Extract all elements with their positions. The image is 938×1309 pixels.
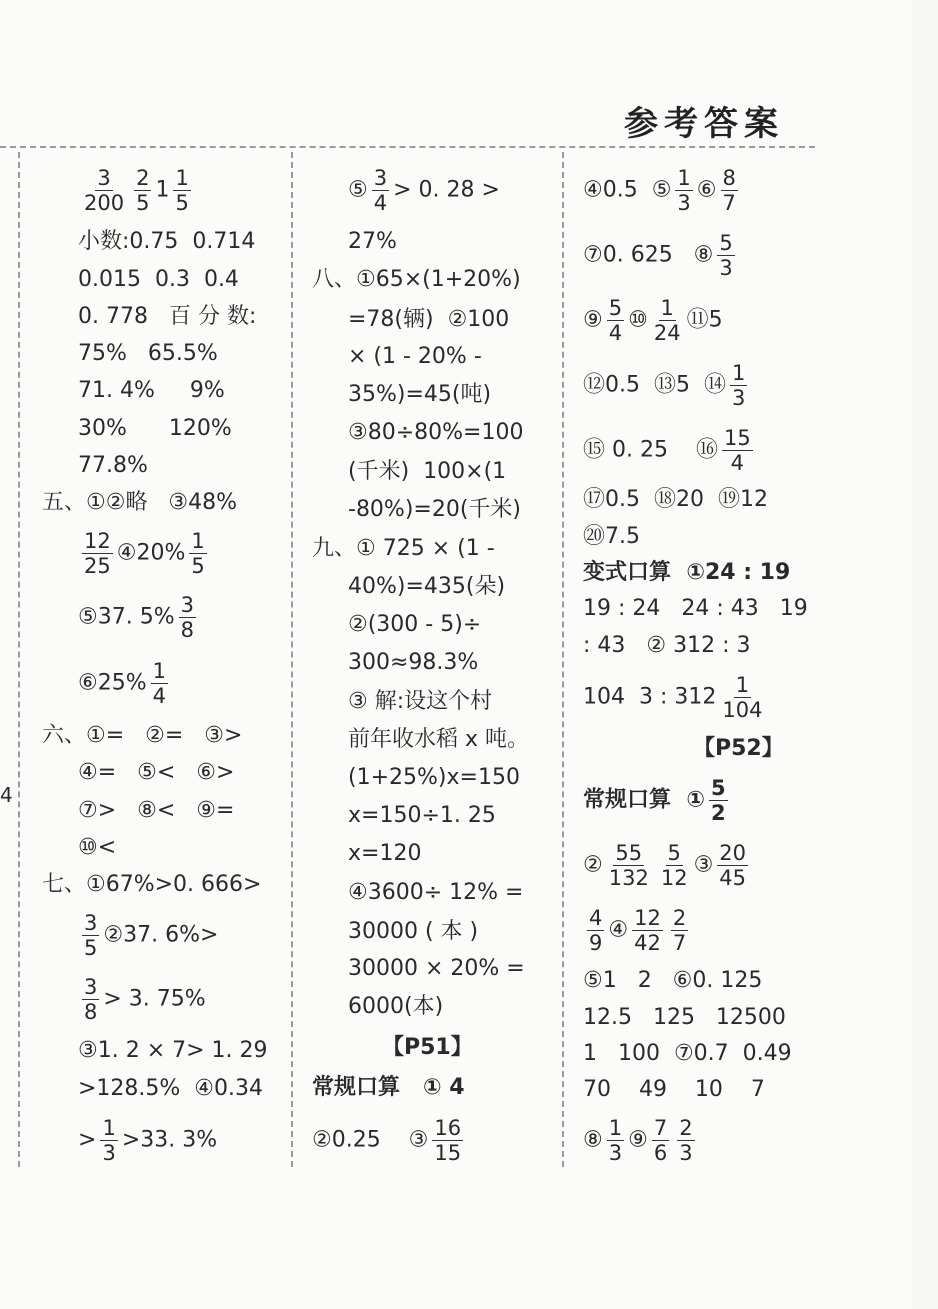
fraction [82, 911, 99, 960]
fraction-numerator: 16 [434, 1116, 462, 1140]
answer-text: 0.015 0.3 0.4 [78, 267, 239, 292]
fraction-numerator: 12 [84, 529, 111, 553]
fraction [730, 361, 747, 410]
fraction-denominator: 4 [373, 191, 388, 215]
fraction-denominator: 7 [722, 191, 736, 215]
answer-line [348, 307, 509, 333]
fraction-denominator: 4 [608, 321, 623, 345]
fraction-numerator: 3 [373, 166, 388, 190]
answer-line [78, 911, 218, 960]
answer-line [348, 841, 421, 867]
fraction [607, 296, 624, 345]
fraction-denominator: 8 [84, 1000, 98, 1024]
answer-text: ⑤1 2 ⑥0. 125 [583, 968, 763, 993]
answer-text: ⑨ [628, 1127, 648, 1153]
answer-text: 35%)=45(吨) [348, 382, 492, 407]
fraction [432, 1116, 463, 1165]
fraction-numerator: 8 [722, 166, 736, 190]
answer-text: ③1. 2 × 7> 1. 29 [78, 1038, 268, 1063]
fraction [652, 1116, 669, 1165]
fraction-numerator: 1 [175, 166, 189, 190]
answer-line [583, 426, 757, 475]
fraction-denominator: 5 [191, 554, 205, 578]
fraction [372, 166, 389, 215]
answer-text: > [78, 1127, 97, 1153]
fraction-denominator: 4 [730, 451, 744, 475]
answer-text: >128.5% ④0.34 [78, 1076, 264, 1101]
answer-line [583, 487, 768, 513]
answer-line [312, 1075, 465, 1101]
answer-line [78, 1116, 217, 1165]
fraction [717, 841, 748, 890]
answer-text: ⑰0.5 ⑱20 ⑲12 [583, 487, 768, 512]
answer-text: 1 [155, 177, 170, 203]
answer-line [42, 872, 261, 898]
fraction-numerator: 1 [608, 1116, 623, 1140]
answer-text: 30000 × 20% = [348, 956, 525, 981]
fraction-numerator: 1 [735, 673, 750, 697]
fraction-denominator: 200 [84, 191, 125, 215]
fraction-numerator: 1 [102, 1116, 116, 1140]
fraction [717, 231, 734, 280]
answer-line [583, 296, 723, 345]
answer-line [348, 459, 506, 485]
answer-text: 常规口算 ① 4 [312, 1075, 465, 1100]
fraction-numerator: 1 [731, 361, 746, 385]
answer-text: ⑦> ⑧< ⑨= [78, 798, 235, 823]
fraction [722, 426, 753, 475]
answer-line [348, 727, 529, 753]
answer-text: ④= ⑤< ⑥> [78, 760, 235, 785]
fraction [607, 841, 651, 890]
answer-line [78, 835, 116, 861]
answer-line [78, 760, 234, 786]
fraction-numerator: 1 [191, 529, 205, 553]
answer-line [42, 490, 237, 516]
answer-line [42, 723, 242, 749]
answer-text: 300≈98.3% [348, 650, 479, 675]
fraction-numerator: 5 [719, 231, 733, 255]
fraction-denominator: 5 [84, 936, 98, 960]
answer-line [348, 765, 520, 791]
answer-text: 27% [348, 229, 397, 254]
fraction-denominator: 25 [84, 554, 111, 578]
answer-text: 12.5 125 12500 [583, 1005, 786, 1030]
answer-line [312, 536, 495, 562]
fraction-denominator: 4 [152, 684, 166, 708]
answer-line [583, 524, 640, 550]
fraction [632, 906, 663, 955]
answer-line [348, 612, 481, 638]
fraction [179, 593, 196, 642]
answer-line [348, 994, 443, 1020]
fraction-denominator: 3 [719, 256, 733, 280]
answer-text: ⑥25% [78, 670, 147, 696]
answer-text: ⑩< [78, 835, 117, 860]
answer-line [583, 560, 790, 586]
answer-text: ⑧ [583, 1127, 603, 1153]
answer-line [583, 906, 692, 955]
answer-line [348, 689, 492, 715]
fraction [82, 529, 113, 578]
answer-text: 30000 ( 本 ) [348, 919, 479, 944]
answer-text: ⑤37. 5% [78, 604, 175, 630]
answer-line [348, 574, 505, 600]
fraction [189, 529, 206, 578]
fraction-numerator: 2 [679, 1116, 693, 1140]
fraction-denominator: 3 [102, 1141, 116, 1165]
answer-line [78, 975, 206, 1024]
fraction-denominator: 9 [589, 931, 603, 955]
fraction-numerator: 4 [589, 906, 603, 930]
answer-line [583, 1005, 786, 1031]
answer-line [348, 803, 496, 829]
answer-line [78, 453, 148, 479]
answer-line [348, 880, 523, 906]
fraction-denominator: 12 [660, 866, 688, 890]
fraction [659, 841, 690, 890]
fraction [173, 166, 190, 215]
answer-text: ⑥ [696, 177, 717, 203]
answer-line [348, 420, 523, 446]
fraction-denominator: 24 [653, 321, 681, 345]
fraction-numerator: 5 [710, 776, 726, 800]
fraction-denominator: 104 [722, 698, 763, 722]
answer-text: ⑮ 0. 25 ⑯ [583, 437, 718, 463]
answer-line [348, 956, 525, 982]
answer-text: x=150÷1. 25 [348, 803, 496, 828]
fraction-denominator: 3 [731, 386, 746, 410]
answer-text: ④20% [116, 540, 186, 566]
fraction [677, 1116, 694, 1165]
answer-line [78, 304, 256, 330]
answer-line [348, 919, 478, 945]
page-edge-mark: 4 [0, 783, 13, 807]
answer-text: ⑦0. 625 ⑧ [583, 242, 714, 268]
fraction-denominator: 45 [719, 866, 747, 890]
answer-line [78, 267, 239, 293]
answer-text: 六、①= ②= ③> [42, 723, 243, 748]
answer-text: × (1 - 20% - [348, 344, 482, 369]
fraction-denominator: 42 [634, 931, 661, 955]
answer-line [78, 659, 172, 708]
header-divider [0, 146, 815, 148]
column-divider-left [18, 152, 20, 1167]
fraction-numerator: 2 [136, 166, 150, 190]
answer-line [78, 1038, 268, 1064]
answer-text: -80%)=20(千米) [348, 497, 522, 522]
fraction-numerator: 2 [672, 906, 687, 930]
answer-line [78, 593, 200, 642]
answer-text: (千米) 100×(1 [348, 459, 507, 484]
answer-line [348, 166, 500, 215]
fraction-numerator: 12 [634, 906, 661, 930]
fraction [82, 166, 126, 215]
answer-line [78, 229, 255, 255]
page-title: 参考答案 [624, 104, 784, 144]
fraction-numerator: 3 [97, 166, 111, 190]
answer-line [78, 341, 218, 367]
fraction-numerator: 3 [84, 975, 98, 999]
answer-line [78, 416, 232, 442]
fraction-denominator: 8 [180, 618, 194, 642]
fraction-numerator: 1 [677, 166, 691, 190]
answer-text: ④0.5 ⑤ [583, 177, 672, 203]
answer-line [583, 361, 751, 410]
answer-text: 小数:0.75 0.714 [78, 229, 256, 254]
answer-text: 6000(本) [348, 994, 444, 1019]
answer-text: ⑤ [348, 177, 368, 203]
fraction [675, 166, 692, 215]
answer-line [583, 673, 768, 722]
fraction-denominator: 3 [679, 1141, 693, 1165]
answer-line [583, 633, 750, 659]
answer-text: ③80÷80%=100 [348, 420, 524, 445]
fraction [652, 296, 683, 345]
answer-text: 五、①②略 ③48% [42, 490, 238, 515]
answer-line [583, 166, 742, 215]
fraction-numerator: 3 [180, 593, 194, 617]
answer-line [348, 229, 397, 255]
answer-line [583, 231, 739, 280]
answer-text: ② [583, 852, 603, 878]
fraction-denominator: 7 [672, 931, 687, 955]
fraction-numerator: 5 [667, 841, 681, 865]
fraction [721, 166, 738, 215]
answer-text: ③ 解:设这个村 [348, 689, 493, 714]
answer-text: (1+25%)x=150 [348, 765, 520, 790]
fraction [587, 906, 604, 955]
answer-text: ⑨ [583, 307, 603, 333]
answer-text: 0. 778 百 分 数: [78, 304, 257, 329]
fraction-denominator: 6 [653, 1141, 668, 1165]
fraction [151, 659, 168, 708]
answer-line [348, 497, 521, 523]
answer-text: 八、①65×(1+20%) [312, 267, 521, 292]
fraction-numerator: 1 [660, 296, 674, 320]
answer-text: 40%)=435(朵) [348, 574, 506, 599]
fraction-numerator: 15 [723, 426, 751, 450]
answer-text: 七、①67%>0. 666> [42, 872, 262, 897]
answer-text: x=120 [348, 841, 422, 866]
answer-line [693, 736, 784, 762]
answer-text: =78(辆) ②100 [348, 307, 510, 332]
answer-text: 【P52】 [693, 736, 784, 761]
fraction [100, 1116, 117, 1165]
answer-text: 19 : 24 24 : 43 19 [583, 596, 808, 621]
answer-text: >33. 3% [121, 1127, 218, 1153]
answer-text: 九、① 725 × (1 - [312, 536, 495, 561]
fraction-numerator: 7 [653, 1116, 668, 1140]
fraction-denominator: 5 [136, 191, 150, 215]
answer-text: ②37. 6%> [103, 922, 219, 948]
answer-text: 变式口算 ①24 : 19 [583, 560, 791, 585]
fraction [720, 673, 764, 722]
answer-text: 常规口算 ① [583, 787, 705, 813]
answer-line [348, 650, 478, 676]
answer-line [78, 166, 195, 215]
answer-line [312, 267, 521, 293]
answer-text: 71. 4% 9% [78, 378, 225, 403]
answer-line [78, 378, 225, 404]
fraction-numerator: 55 [615, 841, 643, 865]
fraction-denominator: 3 [608, 1141, 623, 1165]
answer-line [312, 1116, 467, 1165]
answer-line [583, 776, 732, 825]
answer-line [382, 1035, 473, 1061]
fraction [134, 166, 151, 215]
answer-text: ⑫0.5 ⑬5 ⑭ [583, 372, 726, 398]
answer-text: ④3600÷ 12% = [348, 880, 524, 905]
fraction-denominator: 15 [434, 1141, 462, 1165]
answer-text: > 3. 75% [103, 986, 206, 1012]
answer-text: ④ [608, 917, 629, 943]
answer-text: 【P51】 [382, 1035, 473, 1060]
fraction [671, 906, 688, 955]
answer-line [583, 1077, 765, 1103]
answer-text: 1 100 ⑦0.7 0.49 [583, 1041, 792, 1066]
answer-text: > 0. 28 > [393, 177, 500, 203]
answer-line [583, 596, 808, 622]
fraction-denominator: 3 [677, 191, 691, 215]
answer-text: ⑩ [628, 307, 648, 333]
answer-text: ③ [693, 852, 714, 878]
answer-text: 77.8% [78, 453, 148, 478]
answer-text: ⑪5 [686, 307, 723, 333]
column-divider-2 [562, 152, 564, 1167]
answer-text: 75% 65.5% [78, 341, 218, 366]
fraction-denominator: 2 [710, 801, 726, 825]
fraction-numerator: 5 [608, 296, 623, 320]
fraction [82, 975, 99, 1024]
answer-text: : 43 ② 312 : 3 [583, 633, 751, 658]
answer-text: 104 3 : 312 [583, 684, 717, 710]
answer-line [583, 841, 752, 890]
answer-line [348, 344, 482, 370]
answer-line [348, 382, 491, 408]
fraction-denominator: 5 [175, 191, 189, 215]
answer-text: 前年收水稻 x 吨。 [348, 727, 530, 752]
fraction-numerator: 20 [719, 841, 747, 865]
answer-text: ②0.25 ③ [312, 1127, 429, 1153]
answer-line [78, 798, 234, 824]
fraction [709, 776, 728, 825]
column-divider-1 [291, 152, 293, 1167]
fraction-denominator: 132 [608, 866, 649, 890]
answer-text: 30% 120% [78, 416, 232, 441]
answer-line [78, 529, 211, 578]
answer-text: ⑳7.5 [583, 524, 640, 549]
answer-line [583, 1041, 792, 1067]
fraction [607, 1116, 624, 1165]
answer-text: ②(300 - 5)÷ [348, 612, 482, 637]
answer-line [583, 1116, 699, 1165]
answer-line [78, 1076, 263, 1102]
fraction-numerator: 3 [84, 911, 98, 935]
answer-text: 70 49 10 7 [583, 1077, 765, 1102]
answer-line [583, 968, 762, 994]
fraction-numerator: 1 [152, 659, 166, 683]
